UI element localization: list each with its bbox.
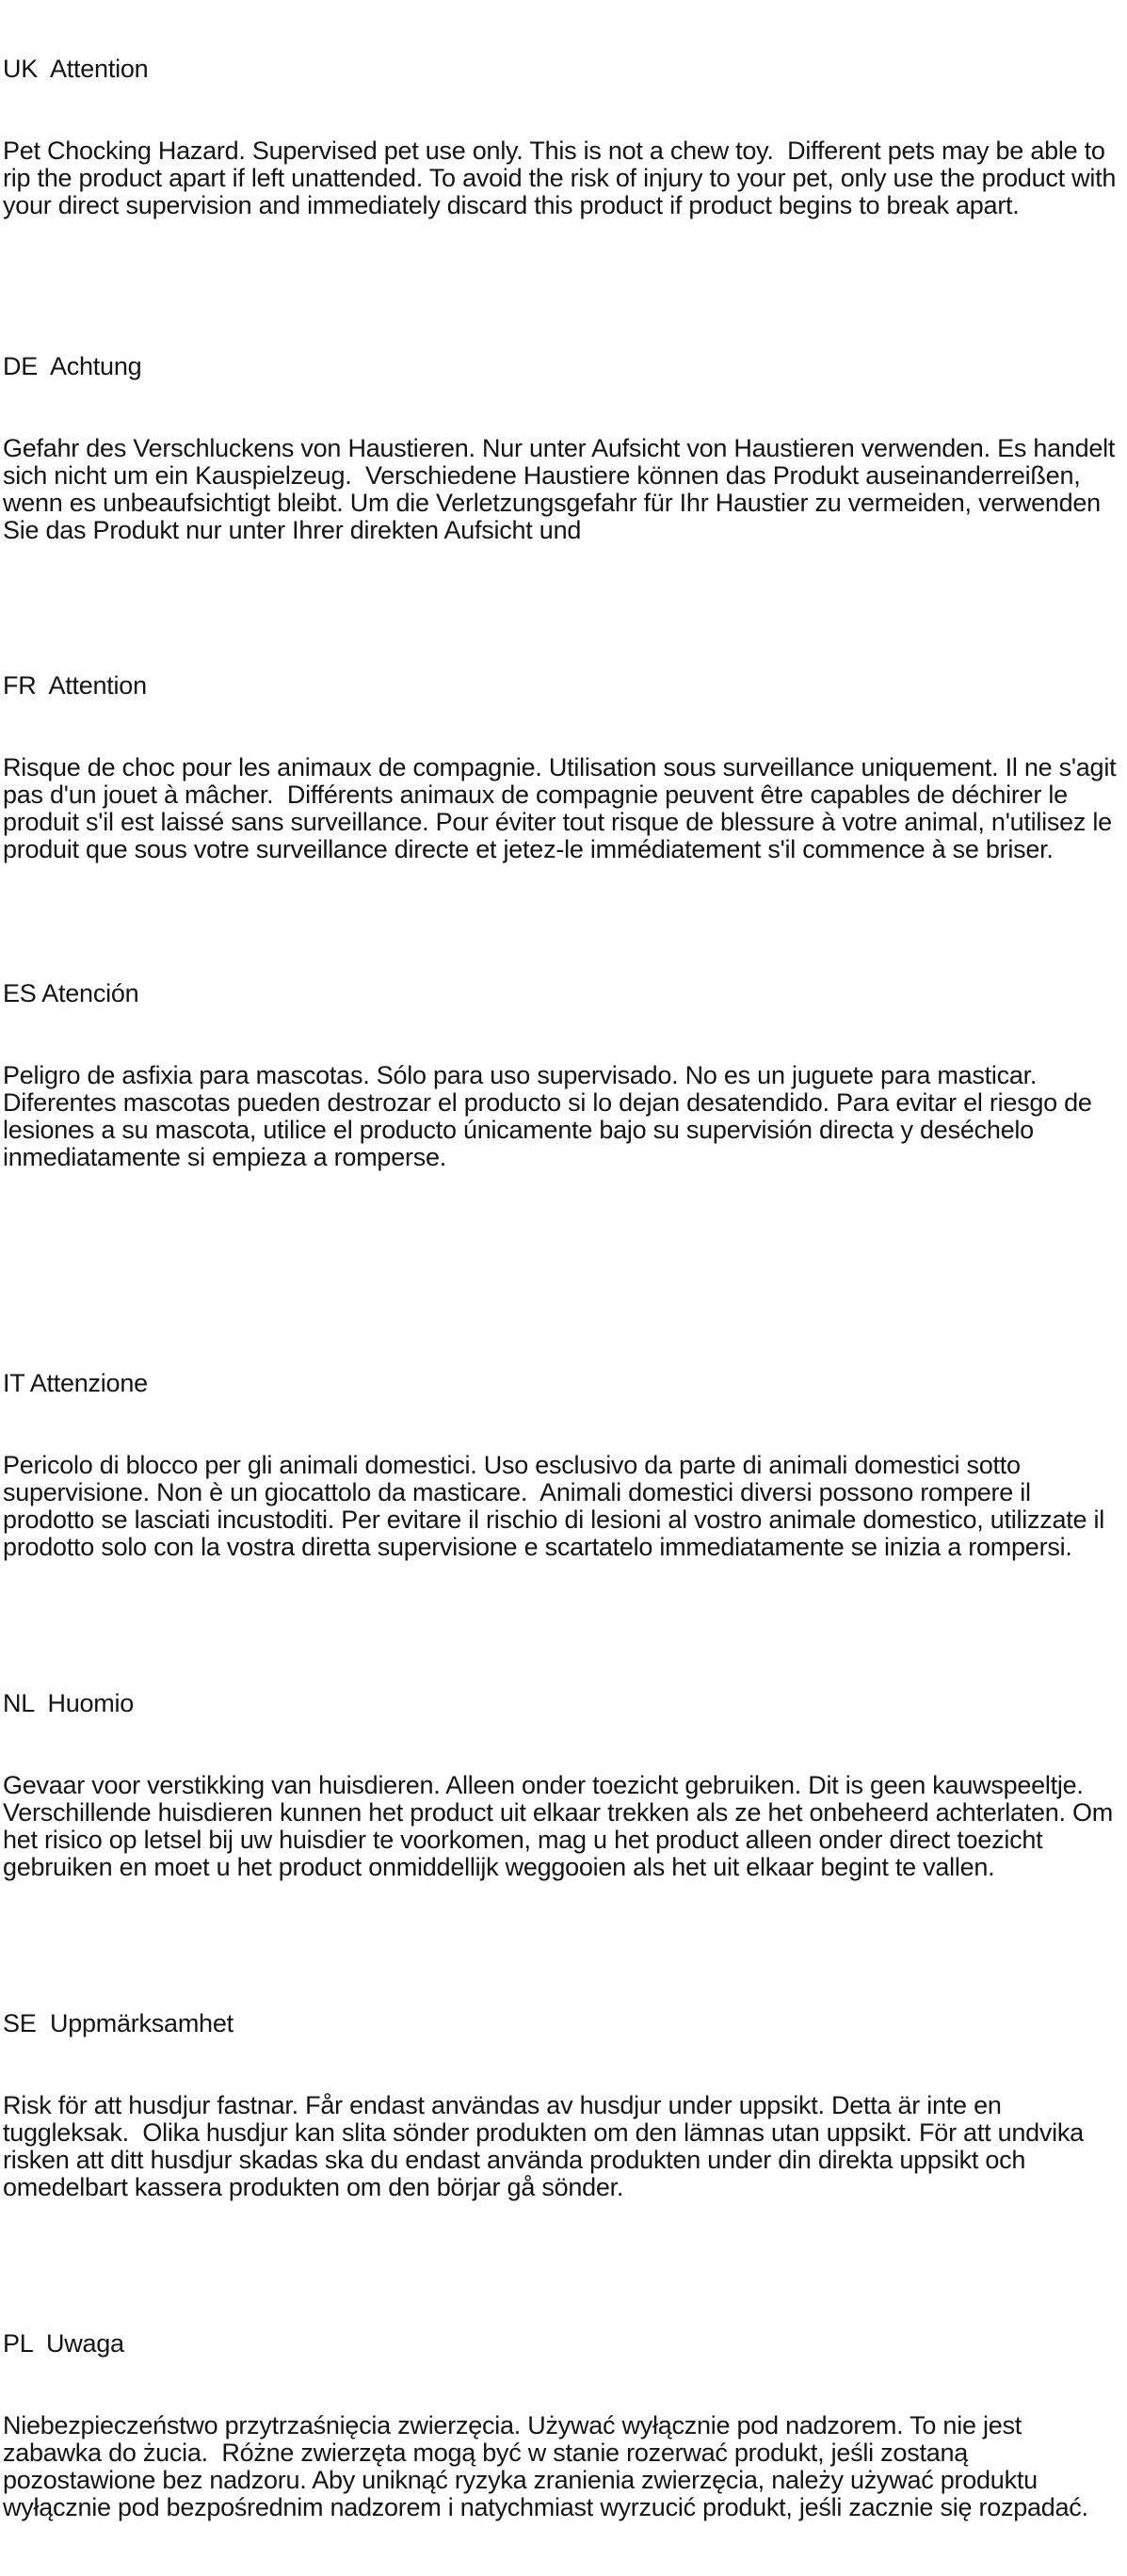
- uk-section-heading: UK Attention: [3, 55, 149, 83]
- pl-section-heading: PL Uwaga: [3, 2329, 124, 2358]
- nl-section-body: Gevaar voor verstikking van huisdieren. Alleen onder toezicht gebruiken. Dit is geen kauwspeeltje. Verschillende huisdieren kunnen het product uit elkaar trekken als ze het onbeheerd achterlaten. Om het risico op letsel bij uw huisdier te voorkomen, mag u het product alleen onder direct toezicht gebruiken en moet u het product onmiddellijk weggooien als het uit elkaar begint te vallen.: [3, 1771, 1120, 1881]
- nl-section-heading: NL Huomio: [3, 1689, 135, 1717]
- se-section-heading: SE Uppmärksamhet: [3, 2009, 233, 2037]
- fr-section-body: Risque de choc pour les animaux de compagnie. Utilisation sous surveillance uniquement. Il ne s'agit pas d'un jouet à mâcher. Différents animaux de compagnie peuvent être capables de déchirer le produit s'il est laissé sans surveillance. Pour éviter tout risque de blessure à votre animal, n'utilisez le produit que sous votre surveillance directe et jetez-le immédiatement s'il commence à se briser.: [3, 753, 1123, 863]
- it-section-body: Pericolo di blocco per gli animali domestici. Uso esclusivo da parte di animali domestici sotto supervisione. Non è un giocattolo da masticare. Animali domestici diversi possono rompere il prodotto se lasciati incustoditi. Per evitare il rischio di lesioni al vostro animale domestico, utilizzate il prodotto solo con la vostra diretta supervisione e scartatelo immediatamente se inizia a rompersi.: [3, 1451, 1112, 1561]
- de-section-heading: DE Achtung: [3, 352, 142, 380]
- uk-section-body: Pet Chocking Hazard. Supervised pet use only. This is not a chew toy. Different pets may be able to rip the product apart if left unattended. To avoid the risk of injury to your pet, only use the product with your direct supervision and immediately discard this product if product begins to break apart.: [3, 137, 1123, 219]
- se-section-body: Risk för att husdjur fastnar. Får endast användas av husdjur under uppsikt. Detta är inte en tuggleksak. Olika husdjur kan slita sönder produkten om den lämnas utan uppsikt. För att undvika risken att ditt husdjur skadas ska du endast använda produkten under din direkta uppsikt och omedelbart kassera produkten om den börjar gå sönder.: [3, 2091, 1091, 2201]
- fr-section-heading: FR Attention: [3, 671, 147, 700]
- warning-section-nl: [3, 1635, 1127, 1936]
- warning-section-it: [3, 1315, 1127, 1616]
- warning-section-fr: [3, 618, 1127, 918]
- warning-section-se: [3, 1956, 1127, 2256]
- warning-section-pl: [3, 2276, 1127, 2576]
- warning-section-uk: [3, 1, 1127, 274]
- warning-section-de: [3, 298, 1127, 599]
- de-section-body: Gefahr des Verschluckens von Haustieren. Nur unter Aufsicht von Haustieren verwenden. Es handelt sich nicht um ein Kauspielzeug. Verschiedene Haustiere können das Produkt auseinanderreißen, wenn es unbeaufsichtigt bleibt. Um die Verletzungsgefahr für Ihr Haustier zu vermeiden, verwenden Sie das Produkt nur unter Ihrer direkten Aufsicht und: [3, 434, 1122, 544]
- pl-section-body: Niebezpieczeństwo przytrzaśnięcia zwierzęcia. Używać wyłącznie pod nadzorem. To nie jest zabawka do żucia. Różne zwierzęta mogą być w stanie rozerwać produkt, jeśli zostaną pozostawione bez nadzoru. Aby uniknąć ryzyka zranienia zwierzęcia, należy używać produktu wyłącznie pod bezpośrednim nadzorem i natychmiast wyrzucić produkt, jeśli zacznie się rozpadać.: [3, 2411, 1088, 2521]
- it-section-heading: IT Attenzione: [3, 1369, 148, 1397]
- es-section-body: Peligro de asfixia para mascotas. Sólo para uso supervisado. No es un juguete para masticar. Diferentes mascotas pueden destrozar el producto si lo dejan desatendido. Para evitar el riesgo de lesiones a su mascota, utilice el producto únicamente bajo su supervisión directa y deséchelo inmediatamente si empieza a romperse.: [3, 1061, 1099, 1171]
- es-section-heading: ES Atención: [3, 979, 139, 1007]
- warning-section-es: [3, 926, 1127, 1226]
